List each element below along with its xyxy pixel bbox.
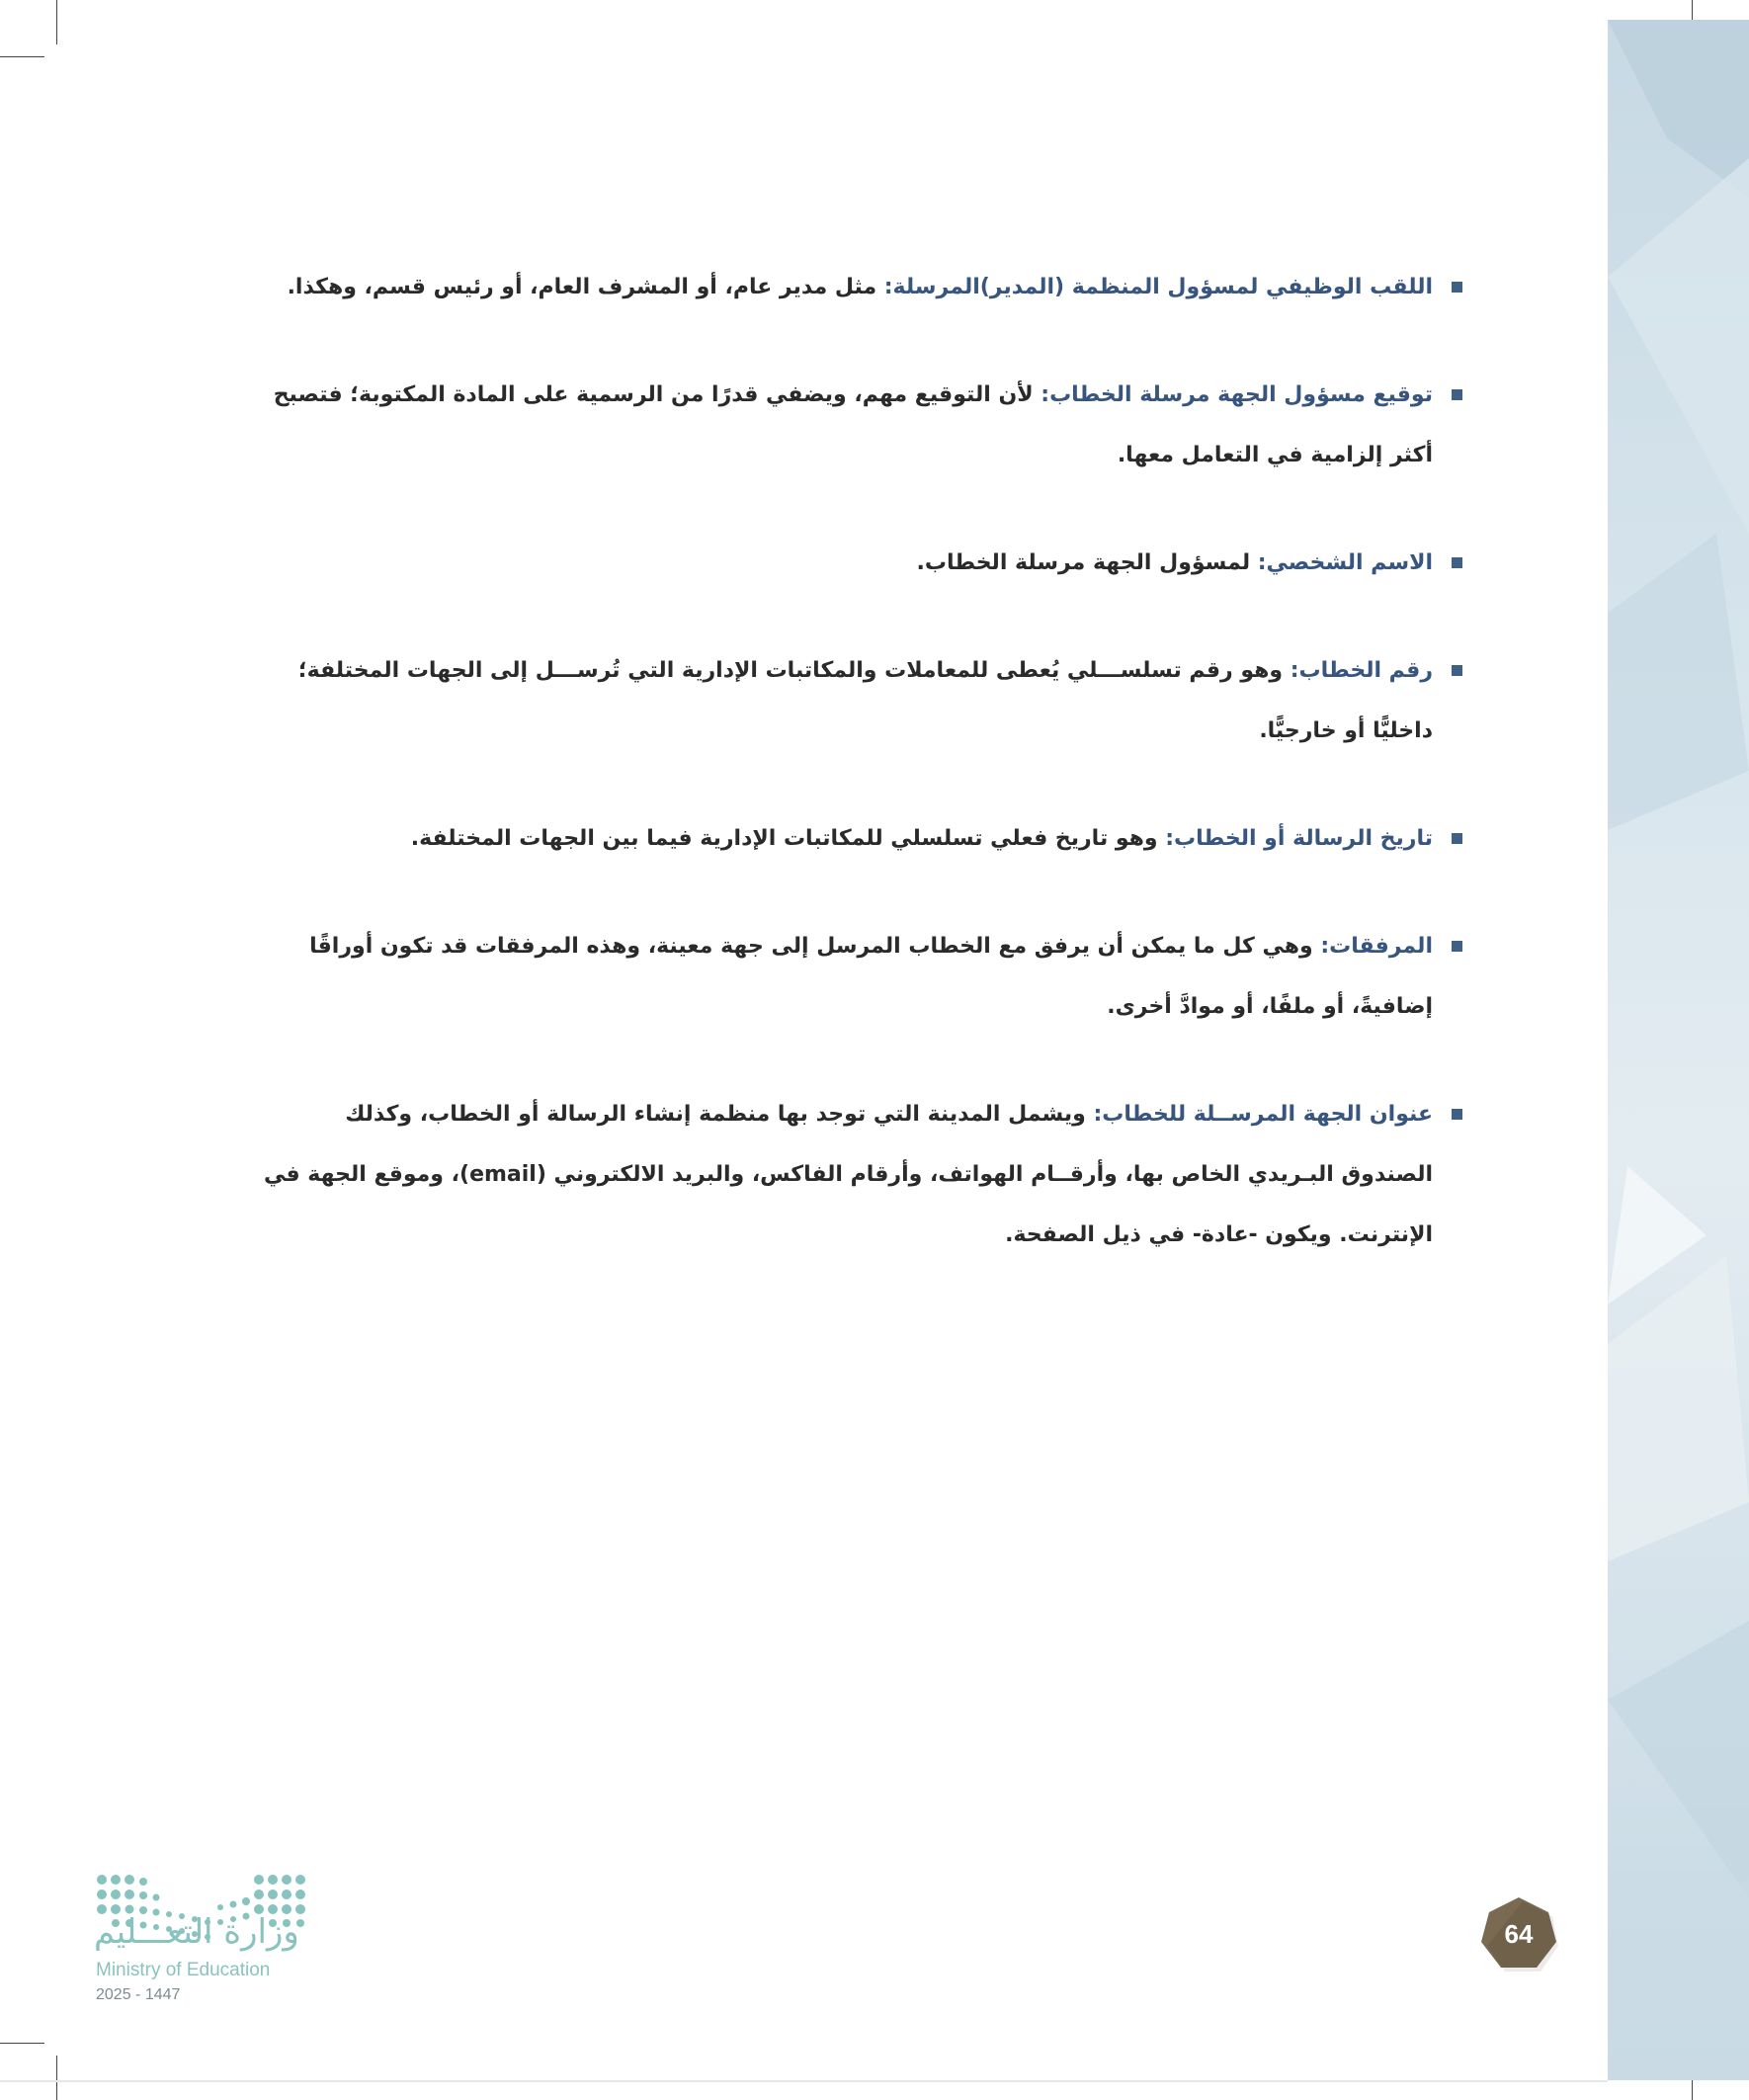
item-text: وهو تاريخ فعلي تسلسلي للمكاتبات الإدارية فيما بين الجهات المختلفة.	[410, 826, 1166, 851]
logo-english-name: Ministry of Education	[96, 1960, 271, 1980]
square-bullet-icon	[1452, 282, 1462, 293]
item-text: مثل مدير عام، أو المشرف العام، أو رئيس قسم، وهكذا.	[287, 275, 884, 299]
square-bullet-icon	[1452, 665, 1462, 676]
page-number: 64	[1504, 1919, 1534, 1949]
decorative-side-band	[1608, 20, 1749, 2080]
list-item	[247, 640, 1462, 761]
item-text: وهو رقم تسلســـلي يُعطى للمعاملات والمكاتبات الإدارية التي تُرســـل إلى الجهات المختلفة؛ داخليًّا أو خارجيًّا.	[297, 658, 1433, 743]
list-item	[247, 365, 1462, 485]
item-text: لأن التوقيع مهم، ويضفي قدرًا من الرسمية على المادة المكتوبة؛ فتصبح أكثر إلزامية في التعامل معها.	[273, 382, 1433, 467]
crop-mark	[56, 2056, 57, 2100]
crop-mark	[0, 56, 44, 57]
definitions-list	[247, 257, 1462, 1312]
bottom-divider	[0, 2080, 1608, 2082]
crop-mark	[56, 0, 57, 44]
item-term: اللقب الوظيفي لمسؤول المنظمة (المدير)المرسلة:	[883, 275, 1433, 299]
item-term: توقيع مسؤول الجهة مرسلة الخطاب:	[1041, 382, 1433, 407]
list-item	[247, 533, 1462, 593]
item-term: الاسم الشخصي:	[1257, 550, 1433, 575]
square-bullet-icon	[1452, 557, 1462, 568]
item-text: ويشمل المدينة التي توجد بها منظمة إنشاء الرسالة أو الخطاب، وكذلك الصندوق البـريدي الخاص بها، وأرقــام الهواتف، وأرقام الفاكس، والبريد الالكتروني (email)، وموقع الجهة في الإنترنت. ويكون -عادة- في ذيل الصفحة.	[263, 1102, 1433, 1247]
page-number-badge	[1479, 1894, 1558, 1974]
item-term: عنوان الجهة المرســلة للخطاب:	[1093, 1102, 1433, 1127]
square-bullet-icon	[1452, 941, 1462, 952]
list-item	[247, 1084, 1462, 1265]
square-bullet-icon	[1452, 1109, 1462, 1120]
list-item	[247, 916, 1462, 1037]
list-item	[247, 808, 1462, 869]
square-bullet-icon	[1452, 389, 1462, 400]
item-term: رقم الخطاب:	[1290, 658, 1433, 683]
crop-mark	[0, 2043, 44, 2044]
list-item	[247, 257, 1462, 317]
item-term: المرفقات:	[1320, 934, 1433, 959]
item-text: لمسؤول الجهة مرسلة الخطاب.	[916, 550, 1258, 575]
square-bullet-icon	[1452, 833, 1462, 844]
logo-year: 2025 - 1447	[96, 1986, 181, 2003]
item-term: تاريخ الرسالة أو الخطاب:	[1165, 826, 1433, 851]
item-text: وهي كل ما يمكن أن يرفق مع الخطاب المرسل إلى جهة معينة، وهذه المرفقات قد تكون أوراقًا إضافيةً، أو ملفًا، أو موادَّ أخرى.	[309, 934, 1433, 1019]
logo-arabic-name: وزارة التعـــليم	[94, 1912, 299, 1952]
